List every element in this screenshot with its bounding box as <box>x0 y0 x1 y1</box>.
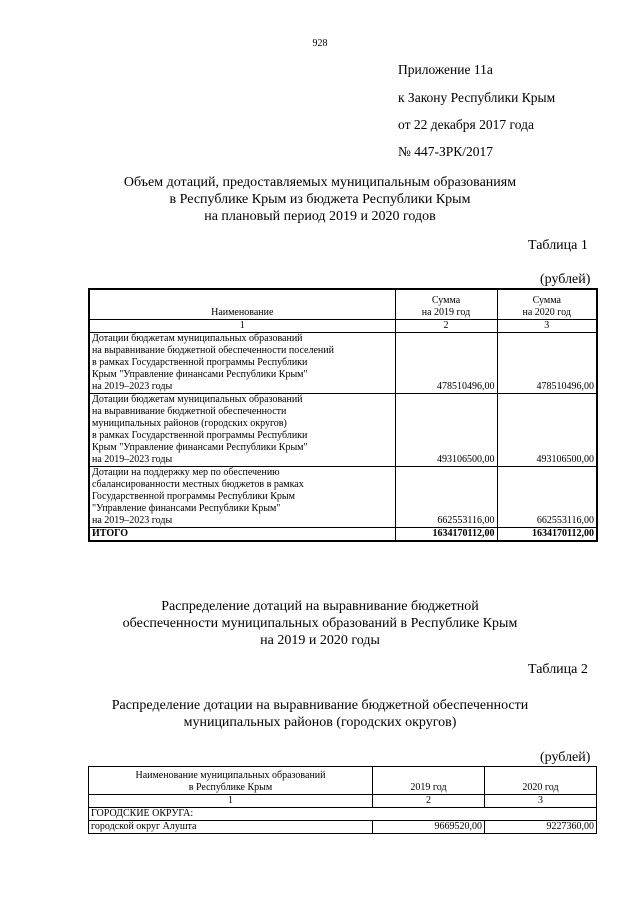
total-label: ИТОГО <box>89 527 395 541</box>
document-title <box>0 174 640 225</box>
title-line-2: в Республике Крым из бюджета Республики Крым <box>169 192 471 207</box>
table1-col-numbers: 1 2 3 <box>89 319 597 332</box>
table2-header-2020: 2020 год <box>485 767 597 795</box>
row-name: Дотации бюджетам муниципальных образований на выравнивание бюджетной обеспеченности поселений в рамках Государственной программы Республики Крым "Управление финансами Республики Крым" на 2019–2023 годы <box>89 332 395 393</box>
table2-col-numbers: 1 2 3 <box>89 795 597 808</box>
appendix-line-3: от 22 декабря 2017 года <box>398 117 534 132</box>
title-line-3: на плановый период 2019 и 2020 годов <box>204 209 436 224</box>
row-value-2020: 9227360,00 <box>485 821 597 834</box>
table2-header-row <box>89 767 597 795</box>
row-value-2019: 478510496,00 <box>395 332 497 393</box>
row-value-2019: 9669520,00 <box>373 821 485 834</box>
total-value-2020: 1634170112,00 <box>497 527 597 541</box>
row-value-2020: 493106500,00 <box>497 393 597 466</box>
table2-unit: (рублей) <box>540 750 591 765</box>
table2-header-2019: 2019 год <box>373 767 485 795</box>
section-title-2: Распределение дотаций на выравнивание бюджетной обеспеченности муниципальных образований в Республике Крым на 2019 и 2020 годы <box>122 599 518 648</box>
table1 <box>88 288 598 542</box>
table2-section-row: ГОРОДСКИЕ ОКРУГА: <box>89 808 597 821</box>
table-row <box>89 332 597 393</box>
row-name: Дотации на поддержку мер по обеспечению сбалансированности местных бюджетов в рамках Государственной программы Республики Крым "Управление финансами Республики Крым" на 2019–2023 годы <box>89 466 395 527</box>
table1-label: Таблица 1 <box>528 238 588 253</box>
appendix-line-4: № 447-ЗРК/2017 <box>398 144 494 159</box>
page-number: 928 <box>312 38 328 49</box>
row-value-2020: 662553116,00 <box>497 466 597 527</box>
row-value-2019: 493106500,00 <box>395 393 497 466</box>
total-value-2019: 1634170112,00 <box>395 527 497 541</box>
table-row <box>89 466 597 527</box>
table1-header-2019: Сумма на 2019 год <box>395 289 497 319</box>
table2-header-name: Наименование муниципальных образований в Республике Крым <box>89 767 373 795</box>
row-value-2020: 478510496,00 <box>497 332 597 393</box>
row-value-2019: 662553116,00 <box>395 466 497 527</box>
table2-label: Таблица 2 <box>528 662 588 677</box>
table1-unit: (рублей) <box>540 272 591 287</box>
appendix-line-1: Приложение 11а <box>398 62 493 77</box>
table-row <box>89 821 597 834</box>
title-line-1: Объем дотаций, предоставляемых муниципальным образованиям <box>123 175 517 190</box>
table-row <box>89 393 597 466</box>
section-title-3: Распределение дотации на выравнивание бюджетной обеспеченности муниципальных районов (городских округов) <box>111 698 529 730</box>
table1-header-2020: Сумма на 2020 год <box>497 289 597 319</box>
row-name: Дотации бюджетам муниципальных образований на выравнивание бюджетной обеспеченности муниципальных районов (городских округов) в рамках Государственной программы Республики Крым "Управление финансами Республики Крым" на 2019–2023 годы <box>89 393 395 466</box>
table2 <box>88 766 597 834</box>
row-name: городской округ Алушта <box>89 821 373 834</box>
table1-header-row <box>89 289 597 319</box>
appendix-line-2: к Закону Республики Крым <box>398 90 556 105</box>
table1-total-row <box>89 527 597 541</box>
table1-header-name: Наименование <box>89 289 395 319</box>
